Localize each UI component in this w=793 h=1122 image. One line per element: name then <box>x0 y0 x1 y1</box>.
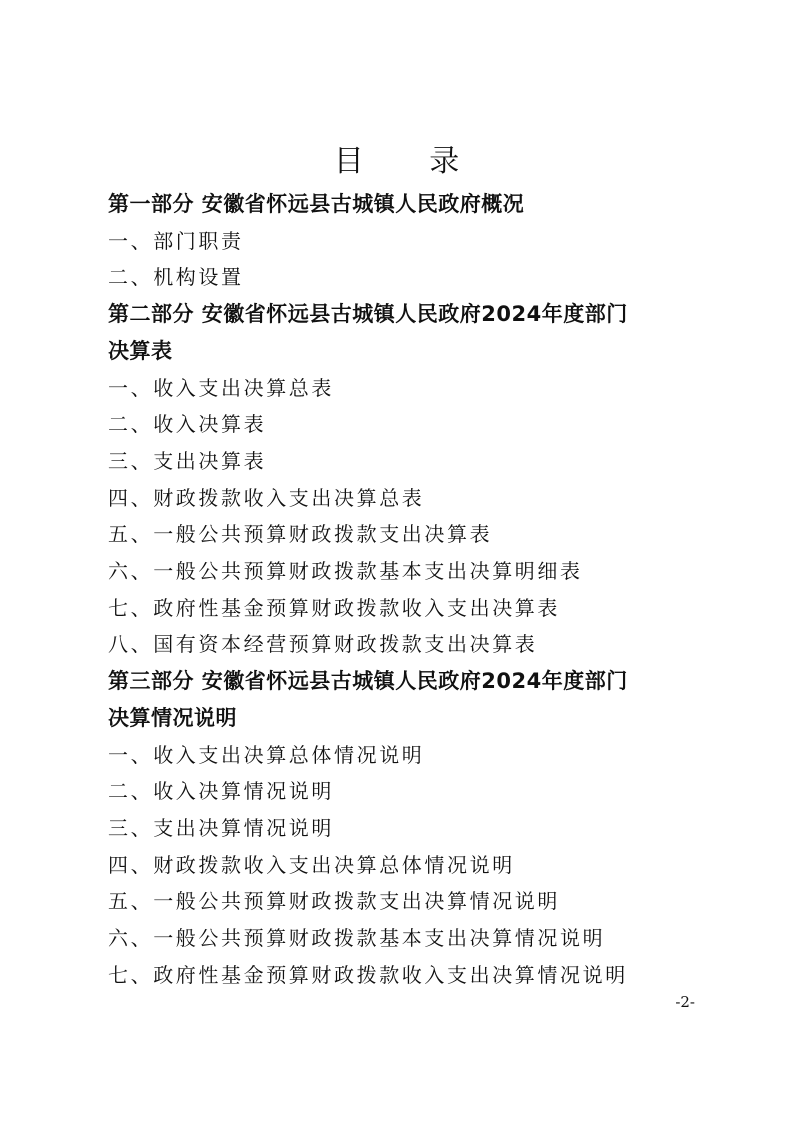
toc-entry[interactable]: 五、一般公共预算财政拨款支出决算情况说明 <box>108 889 560 914</box>
toc-part3-heading[interactable]: 第三部分 安徽省怀远县古城镇人民政府2024年度部门 <box>108 669 628 694</box>
toc-entry[interactable]: 二、收入决算表 <box>108 412 267 437</box>
toc-entry[interactable]: 六、一般公共预算财政拨款基本支出决算情况说明 <box>108 926 606 951</box>
toc-entry[interactable]: 七、政府性基金预算财政拨款收入支出决算表 <box>108 595 560 620</box>
toc-entry[interactable]: 一、收入支出决算总体情况说明 <box>108 742 425 767</box>
toc-part2-heading[interactable]: 第二部分 安徽省怀远县古城镇人民政府2024年度部门 <box>108 302 628 327</box>
toc-entry[interactable]: 一、收入支出决算总表 <box>108 375 334 400</box>
toc-entry[interactable]: 六、一般公共预算财政拨款基本支出决算明细表 <box>108 559 583 584</box>
toc-entry[interactable]: 四、财政拨款收入支出决算总表 <box>108 485 425 510</box>
toc-entry[interactable]: 三、支出决算情况说明 <box>108 815 334 840</box>
toc-entry[interactable]: 二、收入决算情况说明 <box>108 779 334 804</box>
page-number: -2- <box>675 993 695 1011</box>
table-of-contents <box>108 186 698 993</box>
toc-entry[interactable]: 八、国有资本经营预算财政拨款支出决算表 <box>108 632 538 657</box>
toc-part1-heading[interactable]: 第一部分 安徽省怀远县古城镇人民政府概况 <box>108 192 525 216</box>
toc-part2-heading-cont[interactable]: 决算表 <box>108 338 173 363</box>
toc-part3-heading-cont[interactable]: 决算情况说明 <box>108 705 237 730</box>
toc-entry[interactable]: 一、部门职责 <box>108 228 244 253</box>
toc-entry[interactable]: 四、财政拨款收入支出决算总体情况说明 <box>108 852 515 877</box>
toc-entry[interactable]: 三、支出决算表 <box>108 448 267 473</box>
toc-title: 目 录 <box>333 144 488 179</box>
toc-entry[interactable]: 二、机构设置 <box>108 265 244 290</box>
toc-entry[interactable]: 五、一般公共预算财政拨款支出决算表 <box>108 522 493 547</box>
toc-entry[interactable]: 七、政府性基金预算财政拨款收入支出决算情况说明 <box>108 962 628 987</box>
